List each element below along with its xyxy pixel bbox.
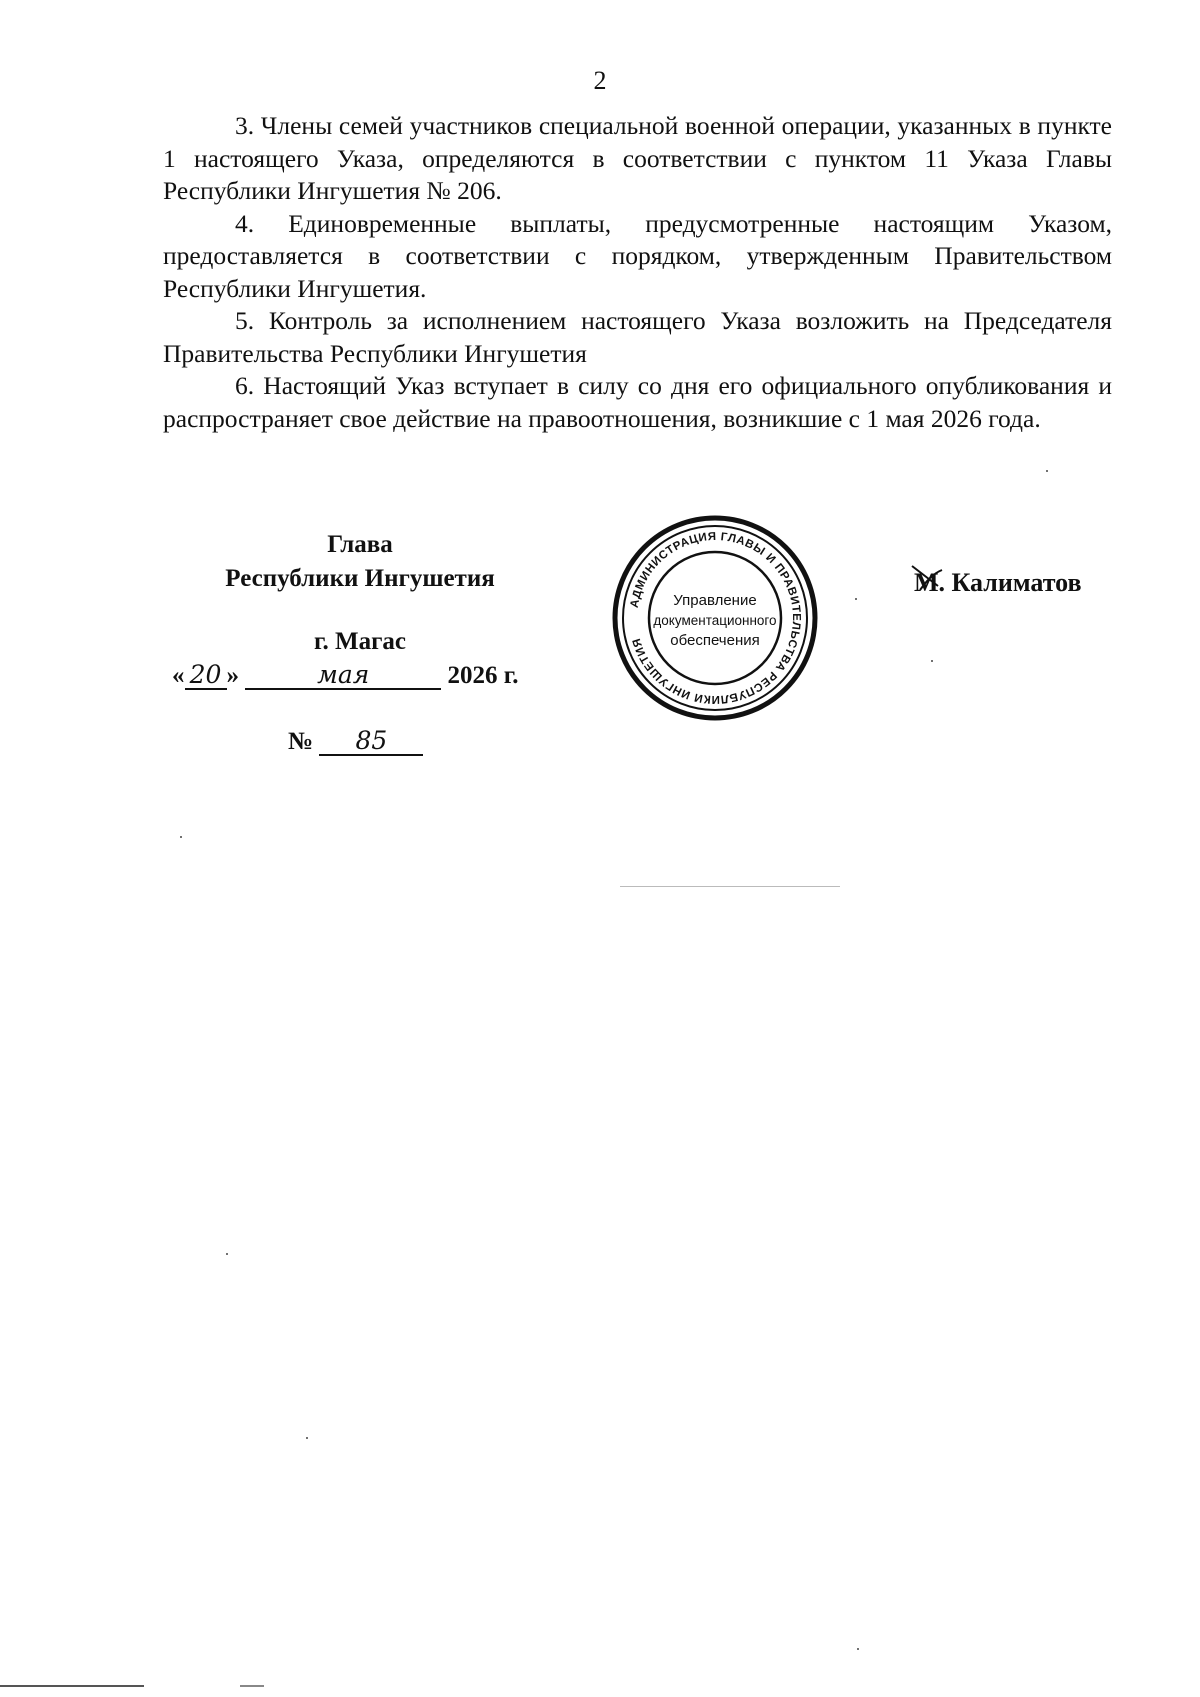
scan-speck: [1046, 470, 1048, 472]
scan-speck: [857, 1648, 859, 1650]
stamp-inner-line1: Управление: [673, 592, 757, 609]
signatory-title-line2: Республики Ингушетия: [225, 565, 495, 592]
scan-speck: [180, 836, 182, 838]
date-open-quote: «: [172, 662, 185, 689]
document-body: [163, 110, 1112, 435]
date-year: 2026 г.: [447, 662, 519, 689]
city-name: г. Магас: [313, 628, 407, 655]
signer-name: М. Калиматов: [914, 568, 1082, 597]
paragraph-5: 5. Контроль за исполнением настоящего Указа возложить на Председателя Правительства Республики Ингушетия: [163, 306, 1112, 368]
stamp-outer-text: АДМИНИСТРАЦИЯ ГЛАВЫ И ПРАВИТЕЛЬСТВА РЕСПУБЛИКИ ИНГУШЕТИЯ: [628, 530, 803, 706]
official-seal-stamp: [612, 515, 818, 721]
page-number: 2: [593, 66, 607, 95]
date-month: мая: [245, 662, 441, 690]
signatory-title-line1: Глава: [327, 531, 393, 558]
stamp-inner-line2: документационного: [653, 613, 777, 628]
paragraph-3: 3. Члены семей участников специальной военной операции, указанных в пункте 1 настоящего Указа, определяются в соответствии с пунктом 11 Указа Главы Республики Ингушетия № 206.: [163, 111, 1112, 205]
scan-speck: [306, 1437, 308, 1439]
date-close-quote: »: [226, 662, 239, 689]
scan-artifact-line: [620, 886, 840, 887]
stamp-inner-line3: обеспечения: [670, 632, 760, 649]
signatory-title: [200, 528, 520, 596]
paragraph-6: 6. Настоящий Указ вступает в силу со дня его официального опубликования и распространяет свое действие на правоотношения, возникшие с 1 мая 2026 года.: [163, 371, 1112, 433]
date-line: [172, 662, 519, 690]
scan-speck: [226, 1253, 228, 1255]
number-value: 85: [319, 728, 423, 756]
scan-speck: [855, 598, 857, 600]
scan-edge-line: [0, 1685, 1200, 1687]
decree-number-line: [288, 728, 423, 756]
scan-speck: [931, 660, 933, 662]
date-day: 20: [185, 662, 227, 690]
paragraph-4: 4. Единовременные выплаты, предусмотренные настоящим Указом, предоставляется в соответствии с порядком, утвержденным Правительством Республики Ингушетия.: [163, 208, 1112, 303]
number-label: №: [288, 728, 314, 755]
